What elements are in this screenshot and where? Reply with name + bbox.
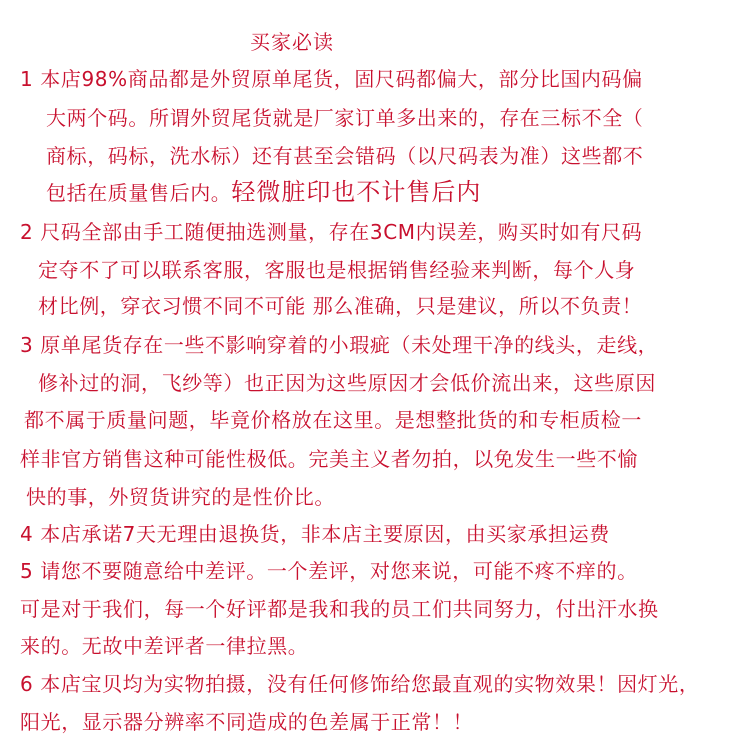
line-1 xyxy=(20,66,643,92)
line-4 xyxy=(46,179,481,206)
line-12-text: 快的事，外贸货讲究的是性价比。 xyxy=(26,485,335,509)
line-5 xyxy=(20,219,642,245)
line-10 xyxy=(24,407,642,433)
line-9 xyxy=(38,370,656,396)
line-11-text: 样非官方销售这种可能性极低。完美主义者勿拍，以免发生一些不愉 xyxy=(20,447,638,471)
line-8-text: 3 原单尾货存在一些不影响穿着的小瑕疵（未处理干净的线头，走线， xyxy=(20,333,659,357)
line-2 xyxy=(46,105,643,131)
line-13-text: 4 本店承诺7天无理由退换货，非本店主要原因，由买家承担运费 xyxy=(20,522,610,546)
line-2-text: 大两个码。所谓外贸尾货就是厂家订单多出来的，存在三标不全（ xyxy=(46,106,644,130)
line-7-text: 材比例，穿衣习惯不同不可能 那么准确，只是建议，所以不负责！ xyxy=(38,294,643,318)
line-6 xyxy=(38,257,635,283)
line-6-text: 定夺不了可以联系客服，客服也是根据销售经验来判断，每个人身 xyxy=(38,258,636,282)
line-14-text: 5 请您不要随意给中差评。一个差评，对您来说，可能不疼不痒的。 xyxy=(20,559,638,583)
line-18-text: 阳光，显示器分辨率不同造成的色差属于正常！！ xyxy=(20,710,474,734)
line-18 xyxy=(20,709,473,735)
line-15-text: 可是对于我们，每一个好评都是我和我的员工们共同努力，付出汗水换 xyxy=(20,597,659,621)
line-11 xyxy=(20,446,638,472)
line-4-emphasis: 轻微脏印也不计售后内 xyxy=(231,178,482,206)
line-15 xyxy=(20,596,659,622)
line-7 xyxy=(38,293,642,319)
line-8 xyxy=(20,332,658,358)
notice-title: 买家必读 xyxy=(250,30,334,54)
line-5-text: 2 尺码全部由手工随便抽选测量，存在3CM内误差，购买时如有尺码 xyxy=(20,220,643,244)
line-3-text: 商标，码标，洗水标）还有甚至会错码（以尺码表为准）这些都不 xyxy=(46,144,644,168)
line-14 xyxy=(20,558,638,584)
line-16-text: 来的。无故中差评者一律拉黑。 xyxy=(20,634,309,658)
line-13 xyxy=(20,521,610,547)
line-17 xyxy=(20,671,699,697)
line-9-text: 修补过的洞，飞纱等）也正因为这些原因才会低价流出来，这些原因 xyxy=(38,371,656,395)
line-16 xyxy=(20,633,308,659)
line-17-text: 6 本店宝贝均为实物拍摄，没有任何修饰给您最直观的实物效果！因灯光， xyxy=(20,672,700,696)
line-3 xyxy=(46,143,643,169)
line-10-text: 都不属于质量问题，毕竟价格放在这里。是想整批货的和专柜质检一 xyxy=(24,408,642,432)
line-1-text: 1 本店98%商品都是外贸原单尾货，固尺码都偏大，部分比国内码偏 xyxy=(20,67,643,91)
line-4-text: 包括在质量售后内。 xyxy=(46,181,232,205)
line-12 xyxy=(26,484,335,510)
